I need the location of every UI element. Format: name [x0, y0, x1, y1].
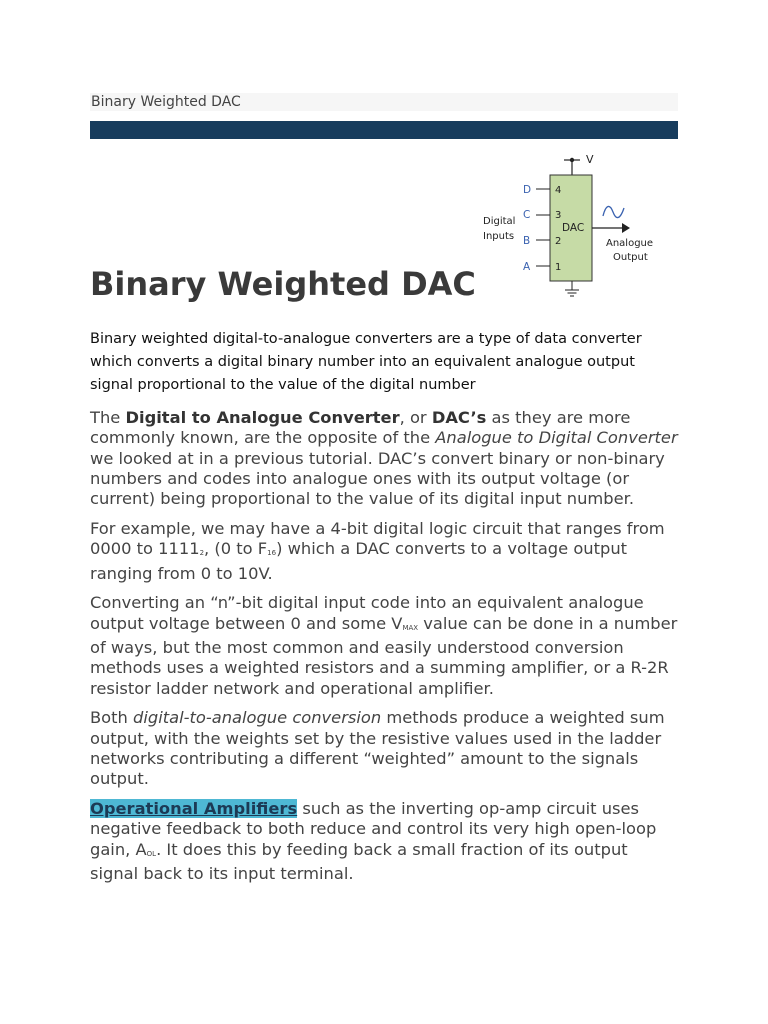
accent-bar — [90, 121, 678, 139]
text-span: Converting an “n”-bit digital input code into an equivalent analogue output voltage between 0 and some V — [90, 593, 644, 633]
supply-label: V — [586, 153, 594, 166]
text-span: we looked at in a previous tutorial. DAC’s convert binary or non-binary numbers and codes into analogue ones with its output voltage (or current) being proportional to the value of its digital input number. — [90, 448, 665, 509]
output-arrow-icon — [622, 223, 630, 233]
input-letter-c: C — [523, 209, 531, 221]
paragraph-3 — [90, 593, 680, 698]
text-span: value can be done in a number of ways, but the most common and easily understood conversion methods uses a weighted resistors and a summing amplifier, or a R-2R resistor ladder network and operational amplifier. — [90, 613, 678, 698]
pin-number-1: 1 — [555, 262, 562, 273]
text-span: , (0 to F — [204, 539, 268, 559]
pin-number-2: 2 — [555, 236, 562, 247]
text-span: such as the inverting op-amp circuit uses negative feedback to both reduce and control its very high open-loop gain, A — [90, 799, 657, 859]
input-letter-d: D — [523, 184, 532, 196]
inputs-label-line2: Inputs — [483, 231, 515, 242]
supply-node — [570, 158, 574, 162]
bold-term: Digital to Analogue Converter — [125, 408, 400, 427]
paragraph-1 — [90, 408, 680, 509]
text-span: ) which a DAC converts to a voltage output ranging from 0 to 10V. — [90, 539, 628, 583]
paragraph-2 — [90, 519, 680, 584]
output-label-line1: Analogue — [606, 238, 654, 249]
operational-amplifiers-link[interactable]: Operational Amplifiers — [90, 799, 298, 819]
page-title: Binary Weighted DAC — [90, 265, 476, 303]
paragraph-5 — [90, 799, 680, 884]
inputs-label-line1: Digital — [483, 216, 516, 227]
header-title: Binary Weighted DAC — [91, 94, 241, 110]
chip-label: DAC — [562, 222, 585, 234]
italic-term: Analogue to Digital Converter — [435, 428, 678, 448]
bold-term: DAC’s — [431, 408, 487, 427]
input-letter-b: B — [523, 235, 531, 247]
italic-term: digital-to-analogue conversion — [133, 708, 382, 728]
subscript: MAX — [402, 623, 419, 632]
text-span: , or — [399, 408, 432, 427]
text-span: . It does this by feeding back a small fraction of its output signal back to its input terminal. — [90, 839, 628, 883]
text-span: The — [90, 408, 126, 427]
input-letter-a: A — [523, 261, 531, 273]
paragraph-4 — [90, 708, 680, 789]
summary-text: Binary weighted digital-to-analogue converters are a type of data converter which converts a digital binary number into an equivalent analogue output signal proportional to the value of the digital number — [90, 331, 642, 393]
article-body — [90, 408, 680, 894]
subscript: 2 — [199, 549, 205, 558]
text-span: For example, we may have a 4-bit digital logic circuit that ranges from 0000 to 1111 — [90, 518, 665, 559]
pin-number-4: 4 — [555, 185, 562, 196]
dac-diagram — [478, 150, 668, 300]
text-span: Both — [90, 708, 134, 728]
sine-wave-icon — [603, 206, 624, 217]
pin-number-3: 3 — [555, 210, 562, 221]
subscript: OL — [146, 849, 157, 858]
text-span: methods produce a weighted sum output, with the weights set by the resistive values used in the ladder networks contributing a different “weighted” amount to the signals output. — [90, 708, 665, 789]
output-label-line2: Output — [613, 252, 648, 263]
text-span: as they are more commonly known, are the opposite of the — [90, 408, 631, 448]
subscript: 16 — [267, 549, 277, 558]
